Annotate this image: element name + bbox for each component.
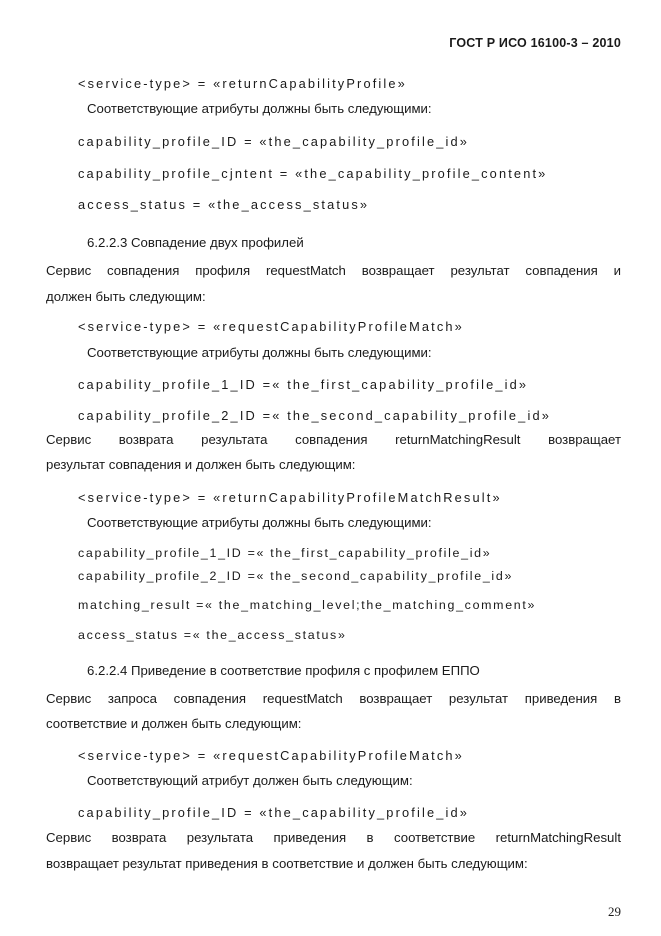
code-line: <service-type> = «requestCapabilityProfileMatch» [78,319,464,334]
code-line: <service-type> = «returnCapabilityProfile» [78,76,407,91]
code-line: matching_result =« the_matching_level;the_matching_comment» [78,598,537,612]
paragraph-line: Сервис возврата результата приведения в соответствие returnMatchingResult [46,830,621,845]
code-line: capability_profile_1_ID =« the_first_capability_profile_id» [78,546,492,560]
text-line: Соответствующие атрибуты должны быть следующими: [87,345,432,360]
code-line: capability_profile_2_ID =« the_second_capability_profile_id» [78,408,551,423]
paragraph-line: Сервис возврата результата совпадения returnMatchingResult возвращает [46,432,621,447]
code-line: access_status = «the_access_status» [78,197,370,212]
text-line: Соответствующие атрибуты должны быть следующими: [87,101,432,116]
code-line: <service-type> = «returnCapabilityProfileMatchResult» [78,490,502,505]
section-heading: 6.2.2.4 Приведение в соответствие профиля с профилем ЕППО [87,663,480,678]
code-line: capability_profile_ID = «the_capability_profile_id» [78,134,470,149]
paragraph-line: соответствие и должен быть следующим: [46,716,302,731]
section-heading: 6.2.2.3 Совпадение двух профилей [87,235,304,250]
code-line: access_status =« the_access_status» [78,628,347,642]
document-header: ГОСТ Р ИСО 16100-3 – 2010 [449,36,621,50]
paragraph-line: результат совпадения и должен быть следующим: [46,457,356,472]
text-line: Соответствующий атрибут должен быть следующим: [87,773,413,788]
paragraph-line: возвращает результат приведения в соответствие и должен быть следующим: [46,856,528,871]
page-number: 29 [608,904,621,919]
code-line: capability_profile_2_ID =« the_second_capability_profile_id» [78,569,514,583]
code-line: capability_profile_cjntent = «the_capability_profile_content» [78,166,548,181]
code-line: <service-type> = «requestCapabilityProfileMatch» [78,748,464,763]
code-line: capability_profile_ID = «the_capability_profile_id» [78,805,470,820]
paragraph-line: должен быть следующим: [46,289,206,304]
paragraph-line: Сервис совпадения профиля requestMatch возвращает результат совпадения и [46,263,621,278]
code-line: capability_profile_1_ID =« the_first_capability_profile_id» [78,377,529,392]
paragraph-line: Сервис запроса совпадения requestMatch возвращает результат приведения в [46,691,621,706]
text-line: Соответствующие атрибуты должны быть следующими: [87,515,432,530]
